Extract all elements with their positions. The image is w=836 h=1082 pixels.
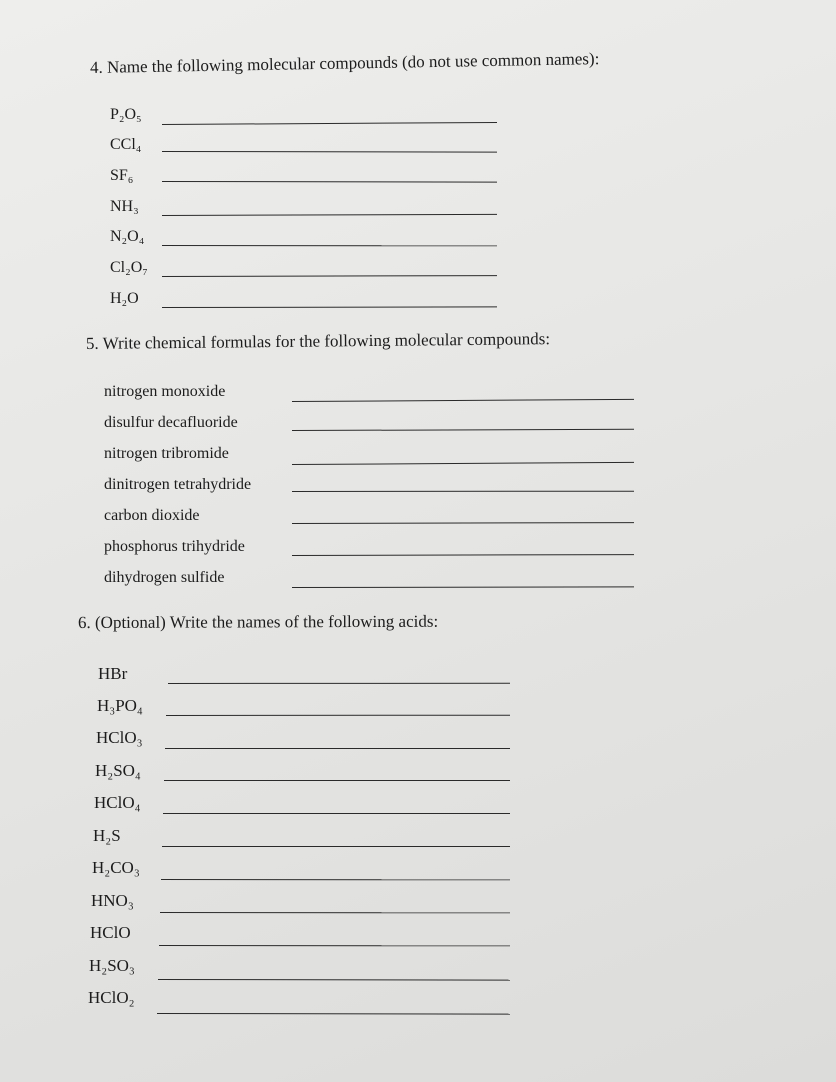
q6-acid-formula: H₃PO₄ (97, 696, 143, 715)
q4-answer-line[interactable] (162, 151, 497, 153)
q5-compound-name: nitrogen monoxide (104, 383, 226, 400)
q5-compound-name: carbon dioxide (104, 507, 200, 524)
question-5-title: 5. Write chemical formulas for the following molecular compounds: (85, 329, 551, 353)
q6-answer-line[interactable] (162, 846, 510, 847)
q6-answer-line[interactable] (164, 780, 510, 781)
q4-answer-line[interactable] (162, 181, 497, 183)
q5-answer-line[interactable] (292, 429, 634, 431)
q5-compound-name: dihydrogen sulfide (104, 569, 225, 586)
q5-compound-name: nitrogen tribromide (104, 445, 229, 462)
q5-compound-name: phosphorus trihydride (104, 538, 245, 555)
q6-answer-line[interactable] (157, 1013, 510, 1015)
q6-acid-formula: HBr (98, 664, 128, 683)
q4-answer-line[interactable] (162, 214, 497, 216)
q5-answer-line[interactable] (292, 491, 634, 492)
q5-answer-line[interactable] (292, 586, 634, 588)
q6-acid-formula: H₂CO₃ (92, 858, 140, 877)
q6-answer-line[interactable] (161, 879, 510, 880)
q6-acid-formula: H₂SO₄ (95, 761, 141, 780)
q4-answer-line[interactable] (162, 275, 497, 277)
q6-answer-line[interactable] (163, 813, 510, 814)
q5-compound-name: dinitrogen tetrahydride (104, 476, 252, 493)
q5-compound-name: disulfur decafluoride (104, 414, 238, 431)
q6-answer-line[interactable] (168, 683, 510, 684)
q6-answer-line[interactable] (160, 912, 510, 913)
q4-formula: NH₃ (110, 198, 139, 215)
q6-acid-formula: HNO₃ (91, 891, 134, 910)
q4-answer-line[interactable] (162, 306, 497, 308)
q6-acid-formula: H₂S (93, 826, 121, 845)
q6-answer-line[interactable] (165, 748, 510, 749)
q4-formula: N₂O₄ (110, 228, 145, 245)
question-6-title: 6. (Optional) Write the names of the following acids: (77, 611, 439, 632)
q4-answer-line[interactable] (162, 122, 497, 125)
q4-formula: SF₆ (110, 167, 134, 184)
q4-formula: CCl₄ (110, 136, 142, 153)
q4-formula: Cl₂O₇ (110, 259, 148, 276)
question-4-title: 4. Name the following molecular compounds (do not use common names): (89, 49, 600, 77)
q5-answer-line[interactable] (292, 399, 634, 402)
q6-acid-formula: HClO (90, 923, 131, 942)
q4-formula: P₂O₅ (110, 106, 142, 123)
q4-formula: H₂O (110, 290, 139, 307)
q5-answer-line[interactable] (292, 554, 634, 556)
q4-answer-line[interactable] (162, 245, 497, 246)
q5-answer-line[interactable] (292, 522, 634, 524)
q6-acid-formula: HClO₄ (94, 793, 141, 812)
q6-answer-line[interactable] (166, 715, 510, 716)
q6-acid-formula: HClO₃ (96, 728, 143, 747)
q6-acid-formula: H₂SO₃ (89, 956, 135, 975)
q6-answer-line[interactable] (158, 979, 510, 981)
q6-answer-line[interactable] (159, 945, 510, 946)
q5-answer-line[interactable] (292, 462, 634, 465)
q6-acid-formula: HClO₂ (88, 988, 135, 1007)
